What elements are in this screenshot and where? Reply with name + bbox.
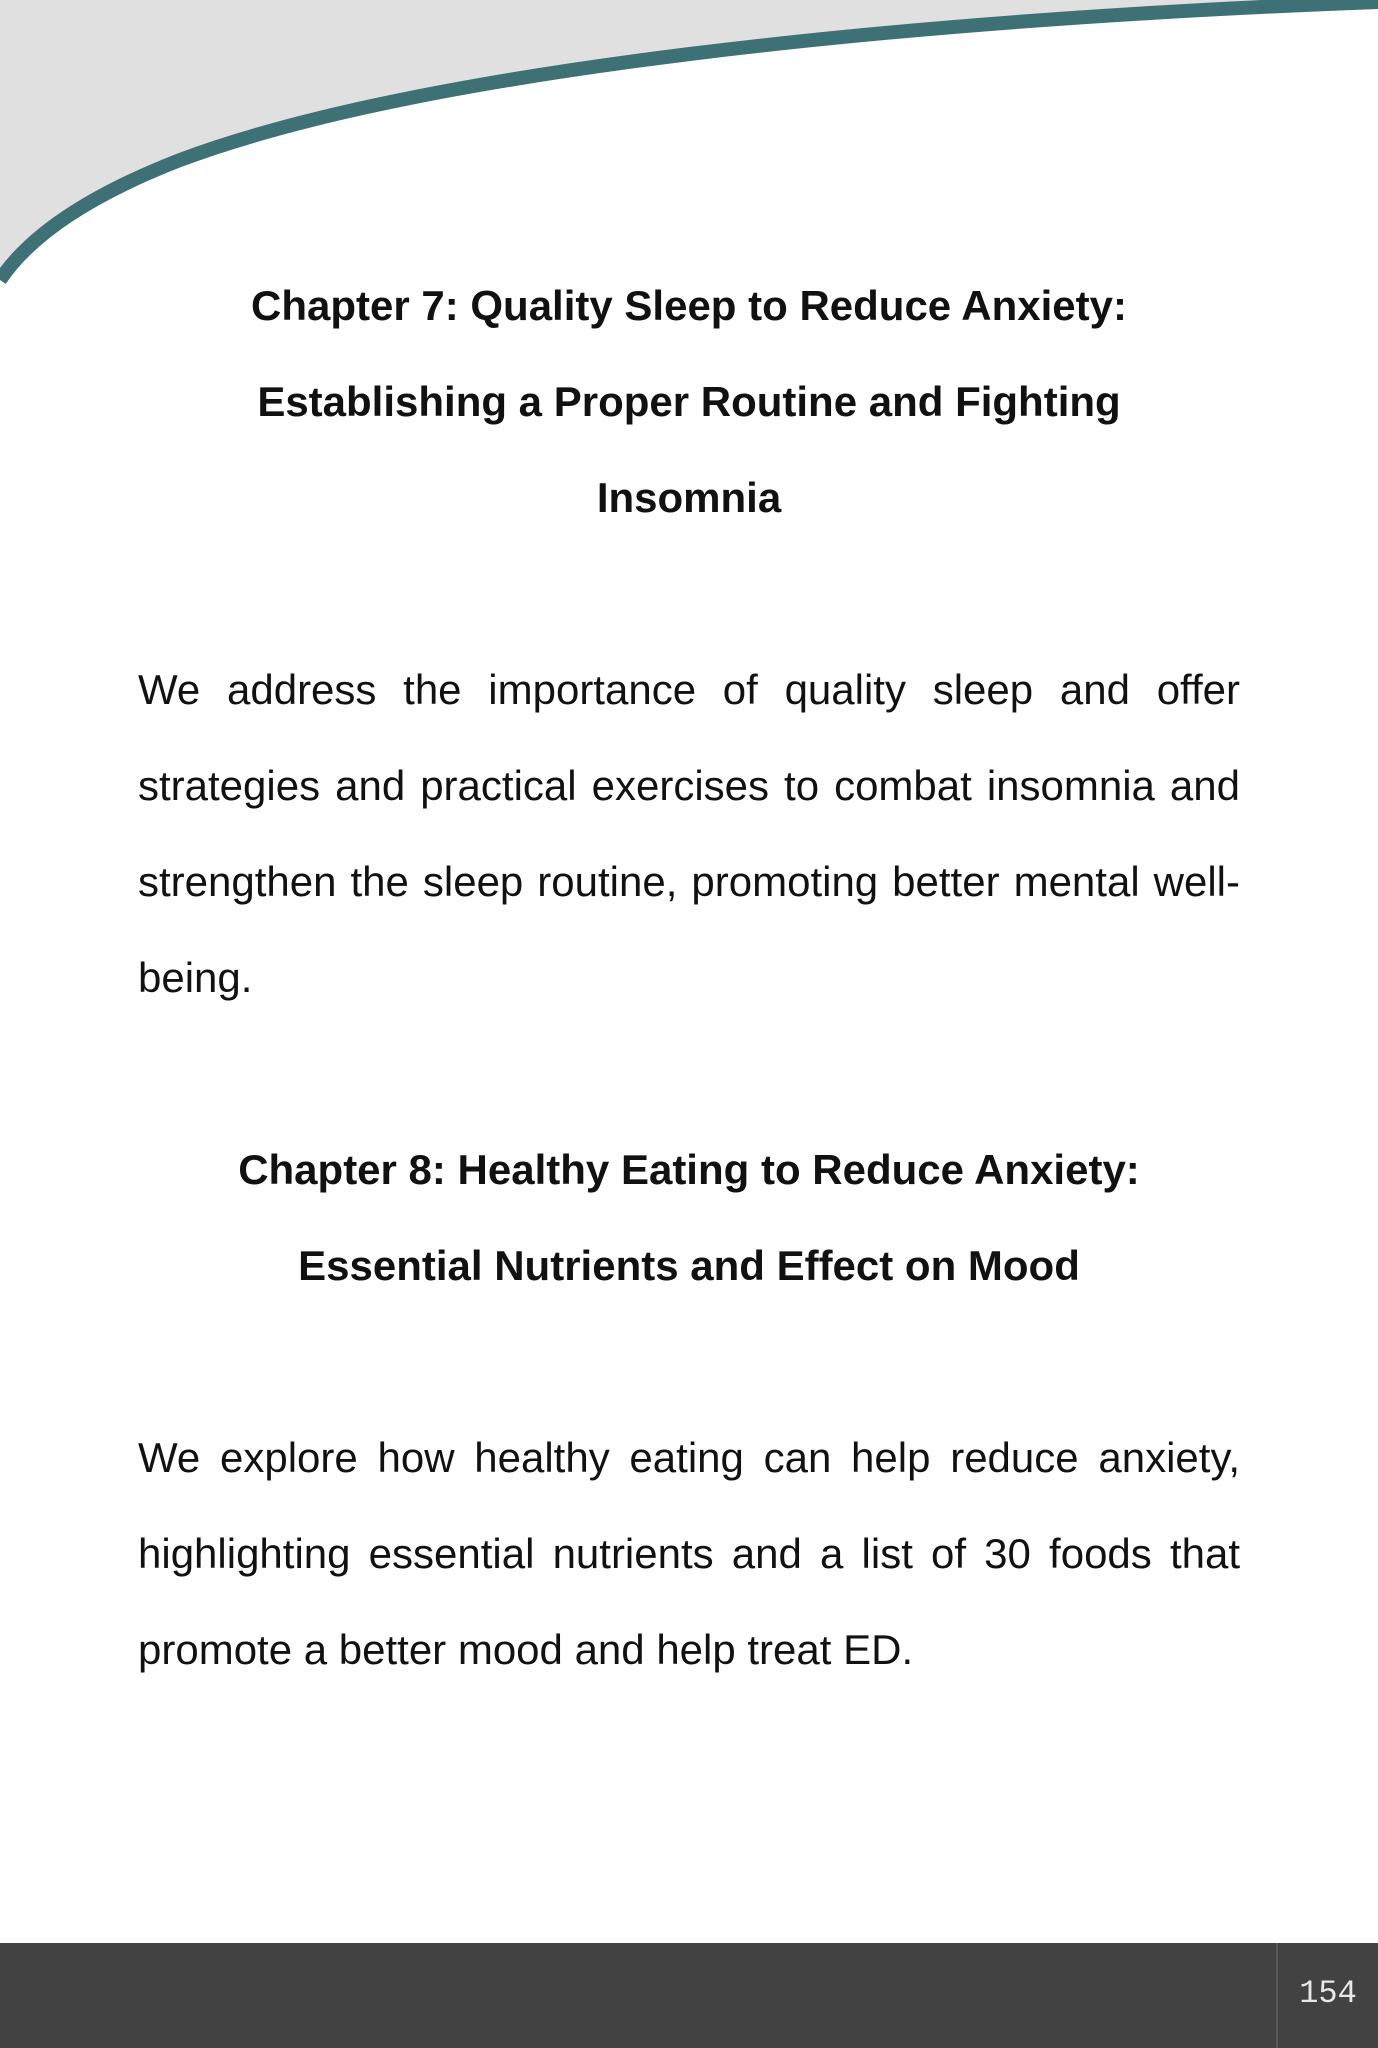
heading-line: Essential Nutrients and Effect on Mood xyxy=(298,1242,1080,1289)
footer-bar xyxy=(0,1943,1378,2048)
heading-line: Chapter 8: Healthy Eating to Reduce Anxiety: xyxy=(238,1146,1140,1193)
chapter-7-heading xyxy=(138,258,1240,546)
heading-line: Insomnia xyxy=(596,474,782,521)
chapter-7-description: We address the importance of quality sleep and offer strategies and practical exercises to combat insomnia and strengthen the sleep routine, promoting better mental well-being. xyxy=(138,666,1240,1001)
chapter-8-heading xyxy=(138,1122,1240,1314)
chapter-8-description: We explore how healthy eating can help reduce anxiety, highlighting essential nutrients and a list of 30 foods that promote a better mood and help treat ED. xyxy=(138,1434,1240,1673)
main-content xyxy=(138,258,1240,1698)
page-number-box xyxy=(1276,1943,1378,2048)
swoosh-fill xyxy=(0,0,1378,270)
page-number: 154 xyxy=(1299,1975,1357,2012)
decorative-corner-swoosh xyxy=(0,0,1378,300)
heading-line: Chapter 7: Quality Sleep to Reduce Anxiety: xyxy=(251,282,1127,329)
heading-line: Establishing a Proper Routine and Fighting xyxy=(257,378,1121,425)
